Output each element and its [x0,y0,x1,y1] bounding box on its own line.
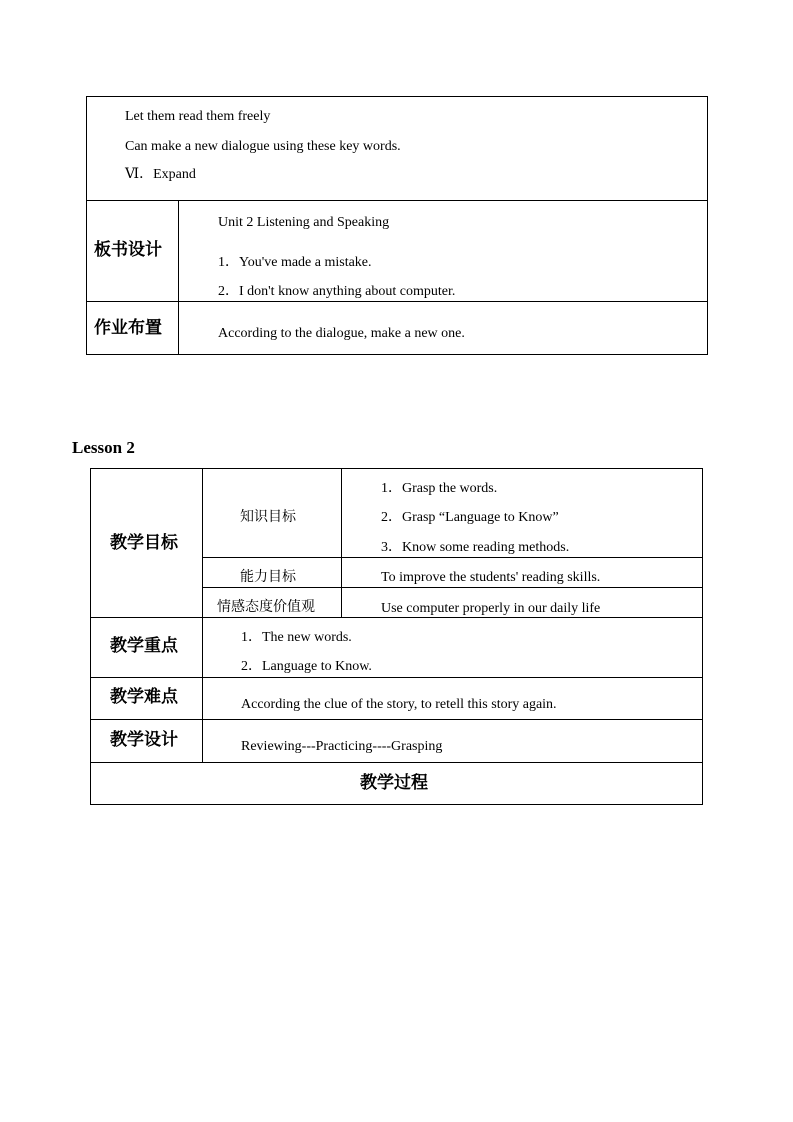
table-2-divider [90,677,703,678]
key-points-label: 教学重点 [110,636,178,656]
knowledge-item: 3．Know some reading methods. [381,540,570,555]
knowledge-item: 1．Grasp the words. [381,481,498,496]
table-2-divider [202,557,703,558]
activity-line: Can make a new dialogue using these key words. [125,139,401,154]
difficulties-label: 教学难点 [110,687,178,707]
table-2-column-divider [202,468,203,762]
knowledge-item: 2．Grasp “Language to Know” [381,510,559,525]
table-2-divider [202,587,703,588]
attitude-objective-label: 情感态度价值观 [217,599,315,615]
key-point-item: 1．The new words. [241,630,352,645]
activity-line: Let them read them freely [125,109,271,124]
table-2-divider [90,617,703,618]
attitude-objective-text: Use computer properly in our daily life [381,601,601,616]
table-1-column-divider [178,200,179,355]
activity-line: Ⅵ．Expand [125,167,196,182]
table-1 [86,96,708,355]
table-1-divider [86,301,708,302]
board-design-item: 1．You've made a mistake. [218,255,372,270]
process-label: 教学过程 [360,773,428,793]
board-design-item: 2．I don't know anything about computer. [218,284,456,299]
knowledge-objective-label: 知识目标 [240,509,296,525]
board-design-label: 板书设计 [94,240,162,260]
table-2-divider [90,762,703,763]
objectives-label: 教学目标 [110,533,178,553]
table-2-divider [90,719,703,720]
ability-objective-label: 能力目标 [240,569,296,585]
design-text: Reviewing---Practicing----Grasping [241,739,443,754]
board-design-title: Unit 2 Listening and Speaking [218,215,390,230]
ability-objective-text: To improve the students' reading skills. [381,570,601,585]
key-point-item: 2．Language to Know. [241,659,372,674]
homework-label: 作业布置 [94,318,162,338]
table-1-divider [86,200,708,201]
lesson-title: Lesson 2 [72,438,135,457]
difficulties-text: According the clue of the story, to retell this story again. [241,697,557,712]
design-label: 教学设计 [110,730,178,750]
homework-text: According to the dialogue, make a new one. [218,326,465,341]
table-2-column-divider [341,468,342,617]
